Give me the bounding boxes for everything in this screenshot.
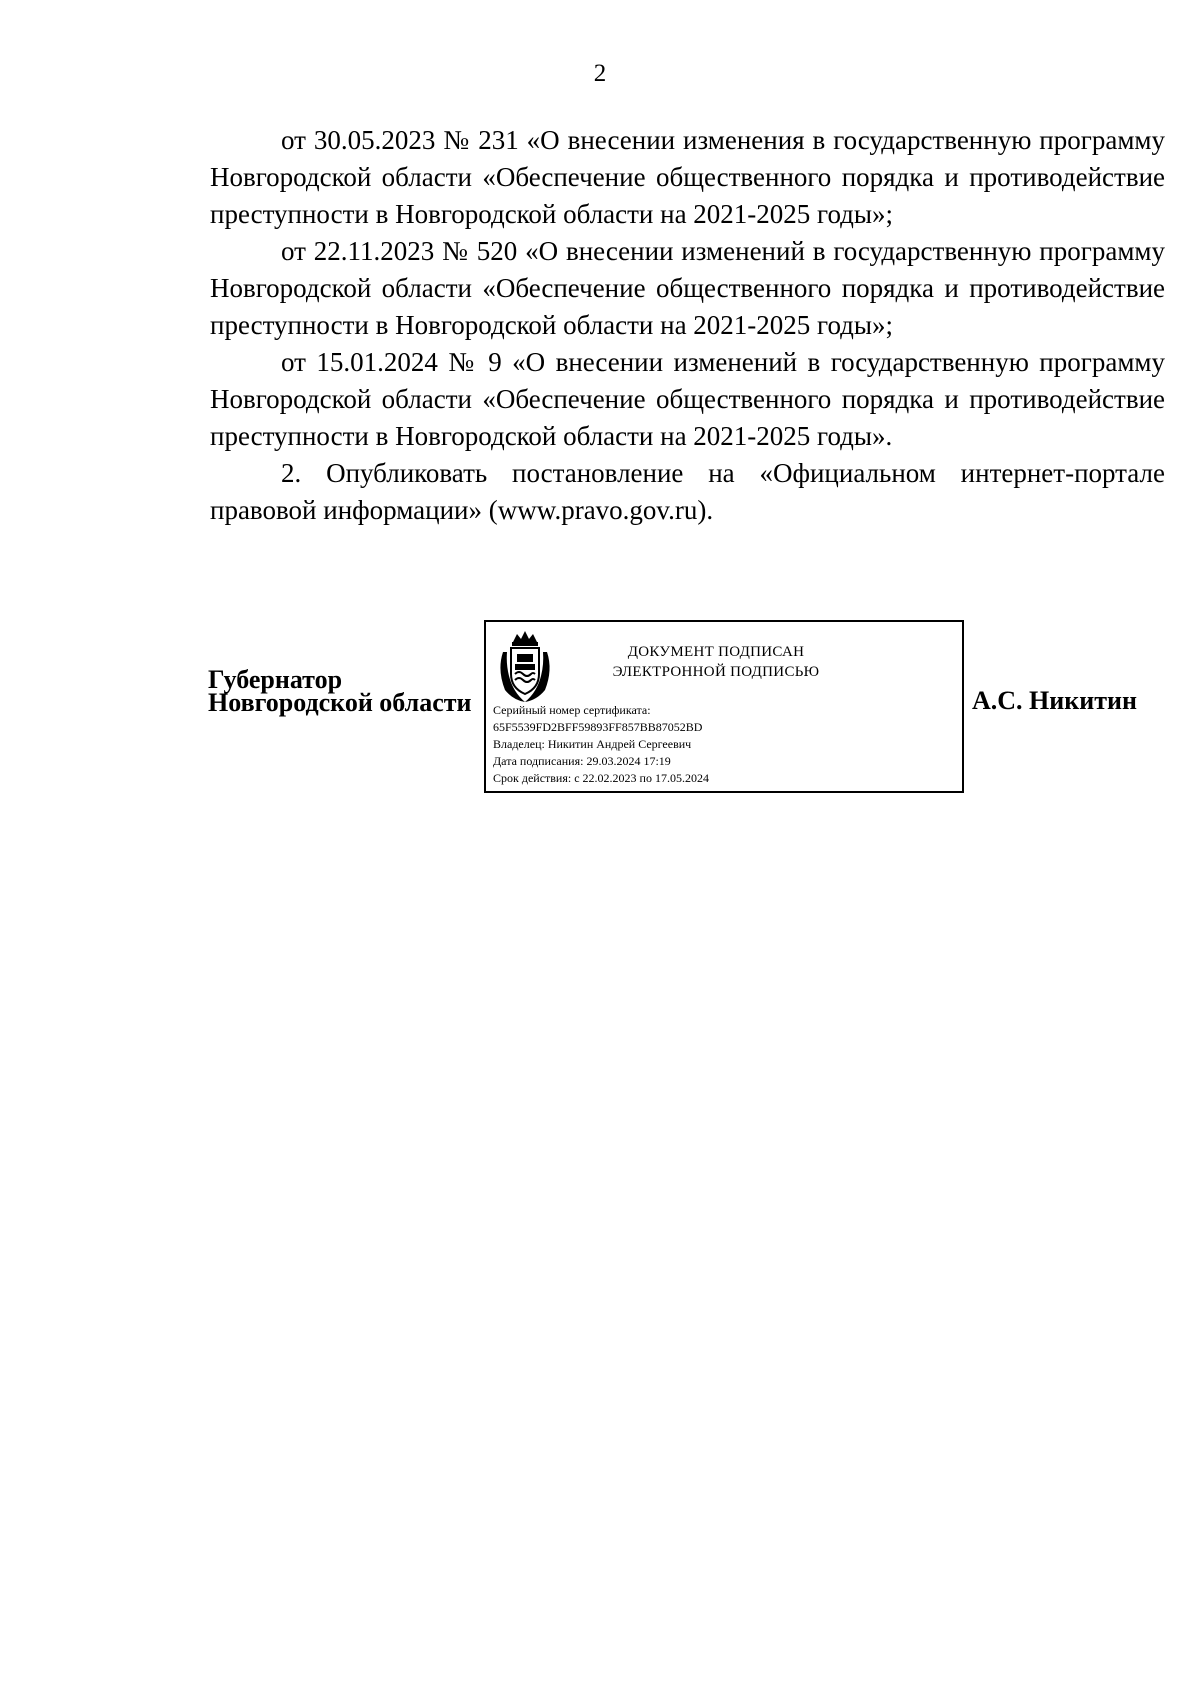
signatory-title-line1: Губернатор xyxy=(208,665,343,694)
signature-header xyxy=(566,642,866,682)
signature-header-line1: ДОКУМЕНТ ПОДПИСАН xyxy=(627,644,805,660)
certificate-serial-value: 65F5539FD2BFF59893FF857BB87052BD xyxy=(493,720,703,734)
paragraph-decree-520: от 22.11.2023 № 520 «О внесении изменений в государственную программу Новгородской области «Обеспечение общественного порядка и противодействие преступности в Новгородской области на 2021-2025 годы»; xyxy=(210,236,1165,340)
page-number: 2 xyxy=(593,60,607,87)
certificate-serial-label: Серийный номер сертификата: xyxy=(493,703,651,717)
signatory-name: А.С. Никитин xyxy=(972,686,1137,715)
signing-date: Дата подписания: 29.03.2024 17:19 xyxy=(493,754,671,768)
paragraph-publish: 2. Опубликовать постановление на «Официальном интернет-портале правовой информации» (www.pravo.gov.ru). xyxy=(210,458,1165,525)
paragraph-decree-231: от 30.05.2023 № 231 «О внесении изменения в государственную программу Новгородской области «Обеспечение общественного порядка и противодействие преступности в Новгородской области на 2021-2025 годы»; xyxy=(210,125,1165,229)
document-body xyxy=(210,122,1165,529)
signature-header-line2: ЭЛЕКТРОННОЙ ПОДПИСЬЮ xyxy=(612,664,820,680)
signature-details xyxy=(493,702,709,787)
signatory-title xyxy=(208,665,472,717)
certificate-owner: Владелец: Никитин Андрей Сергеевич xyxy=(493,737,692,751)
signatory-title-line2: Новгородской области xyxy=(208,688,472,717)
coat-of-arms-icon xyxy=(495,628,555,704)
electronic-signature-stamp xyxy=(484,620,964,793)
paragraph-decree-9: от 15.01.2024 № 9 «О внесении изменений в государственную программу Новгородской области «Обеспечение общественного порядка и противодействие преступности в Новгородской области на 2021-2025 годы». xyxy=(210,347,1165,451)
certificate-validity: Срок действия: с 22.02.2023 по 17.05.2024 xyxy=(493,771,709,785)
